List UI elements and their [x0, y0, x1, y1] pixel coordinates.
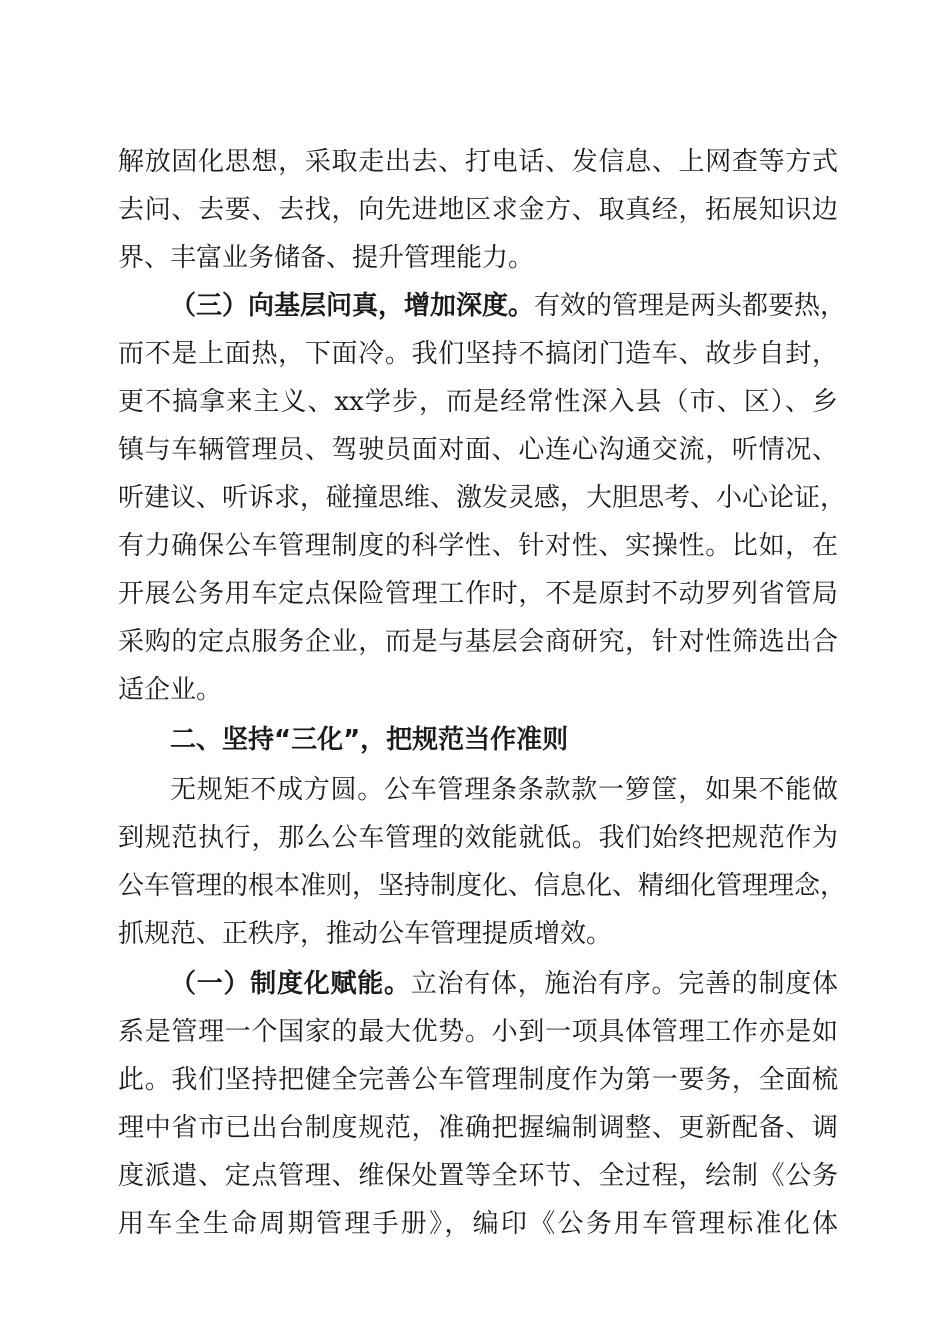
text-line: 有力确保公车管理制度的科学性、针对性、实操性。比如，在	[118, 531, 838, 561]
text-line: 采购的定点服务企业，而是与基层会商研究，针对性筛选出合	[118, 627, 838, 657]
text-line: 理中省市已出台制度规范，准确把握编制调整、更新配备、调	[118, 1113, 838, 1143]
text-line: 开展公务用车定点保险管理工作时，不是原封不动罗列省管局	[118, 579, 838, 609]
text-line: 界、丰富业务储备、提升管理能力。	[118, 243, 535, 273]
text-line: 度派遣、定点管理、维保处置等全环节、全过程，绘制《公务	[118, 1161, 838, 1191]
text-line: 用车全生命周期管理手册》，编印《公务用车管理标准化体	[118, 1209, 838, 1239]
subsection-title: （一）制度化赋能。	[170, 969, 411, 999]
text-line: 无规矩不成方圆。公车管理条条款款一箩筐，如果不能做	[170, 775, 838, 805]
text-line: 听建议、听诉求，碰撞思维、激发灵感，大胆思考、小心论证，	[118, 483, 847, 513]
text-line: 到规范执行，那么公车管理的效能就低。我们始终把规范作为	[118, 823, 838, 853]
text-line: 抓规范、正秩序，推动公车管理提质增效。	[118, 919, 613, 949]
text-line: 系是管理一个国家的最大优势。小到一项具体管理工作亦是如	[118, 1017, 838, 1047]
text-line: 去问、去要、去找，向先进地区求金方、取真经，拓展知识边	[118, 195, 838, 225]
subsection-title: （三）向基层问真，增加深度。	[170, 291, 535, 321]
text-line: 而不是上面热，下面冷。我们坚持不搞闭门造车、故步自封，	[118, 339, 838, 369]
text-line: 适企业。	[118, 675, 223, 705]
subsection-first-line	[170, 282, 847, 330]
text-line: 公车管理的根本准则，坚持制度化、信息化、精细化管理理念，	[118, 871, 847, 901]
text-line: 更不搞拿来主义、xx学步，而是经常性深入县（市、区）、乡	[118, 387, 838, 417]
text-line: 此。我们坚持把健全完善公车管理制度作为第一要务，全面梳	[118, 1065, 838, 1095]
section-heading: 二、坚持“三化”，把规范当作准则	[170, 725, 569, 755]
text-fragment: 立治有体，施治有序。完善的制度体	[410, 969, 838, 999]
text-line: 解放固化思想，采取走出去、打电话、发信息、上网查等方式	[118, 147, 838, 177]
text-fragment: 有效的管理是两头都要热，	[534, 291, 847, 321]
subsection-first-line	[170, 960, 838, 1008]
text-line: 镇与车辆管理员、驾驶员面对面、心连心沟通交流，听情况、	[118, 435, 838, 465]
